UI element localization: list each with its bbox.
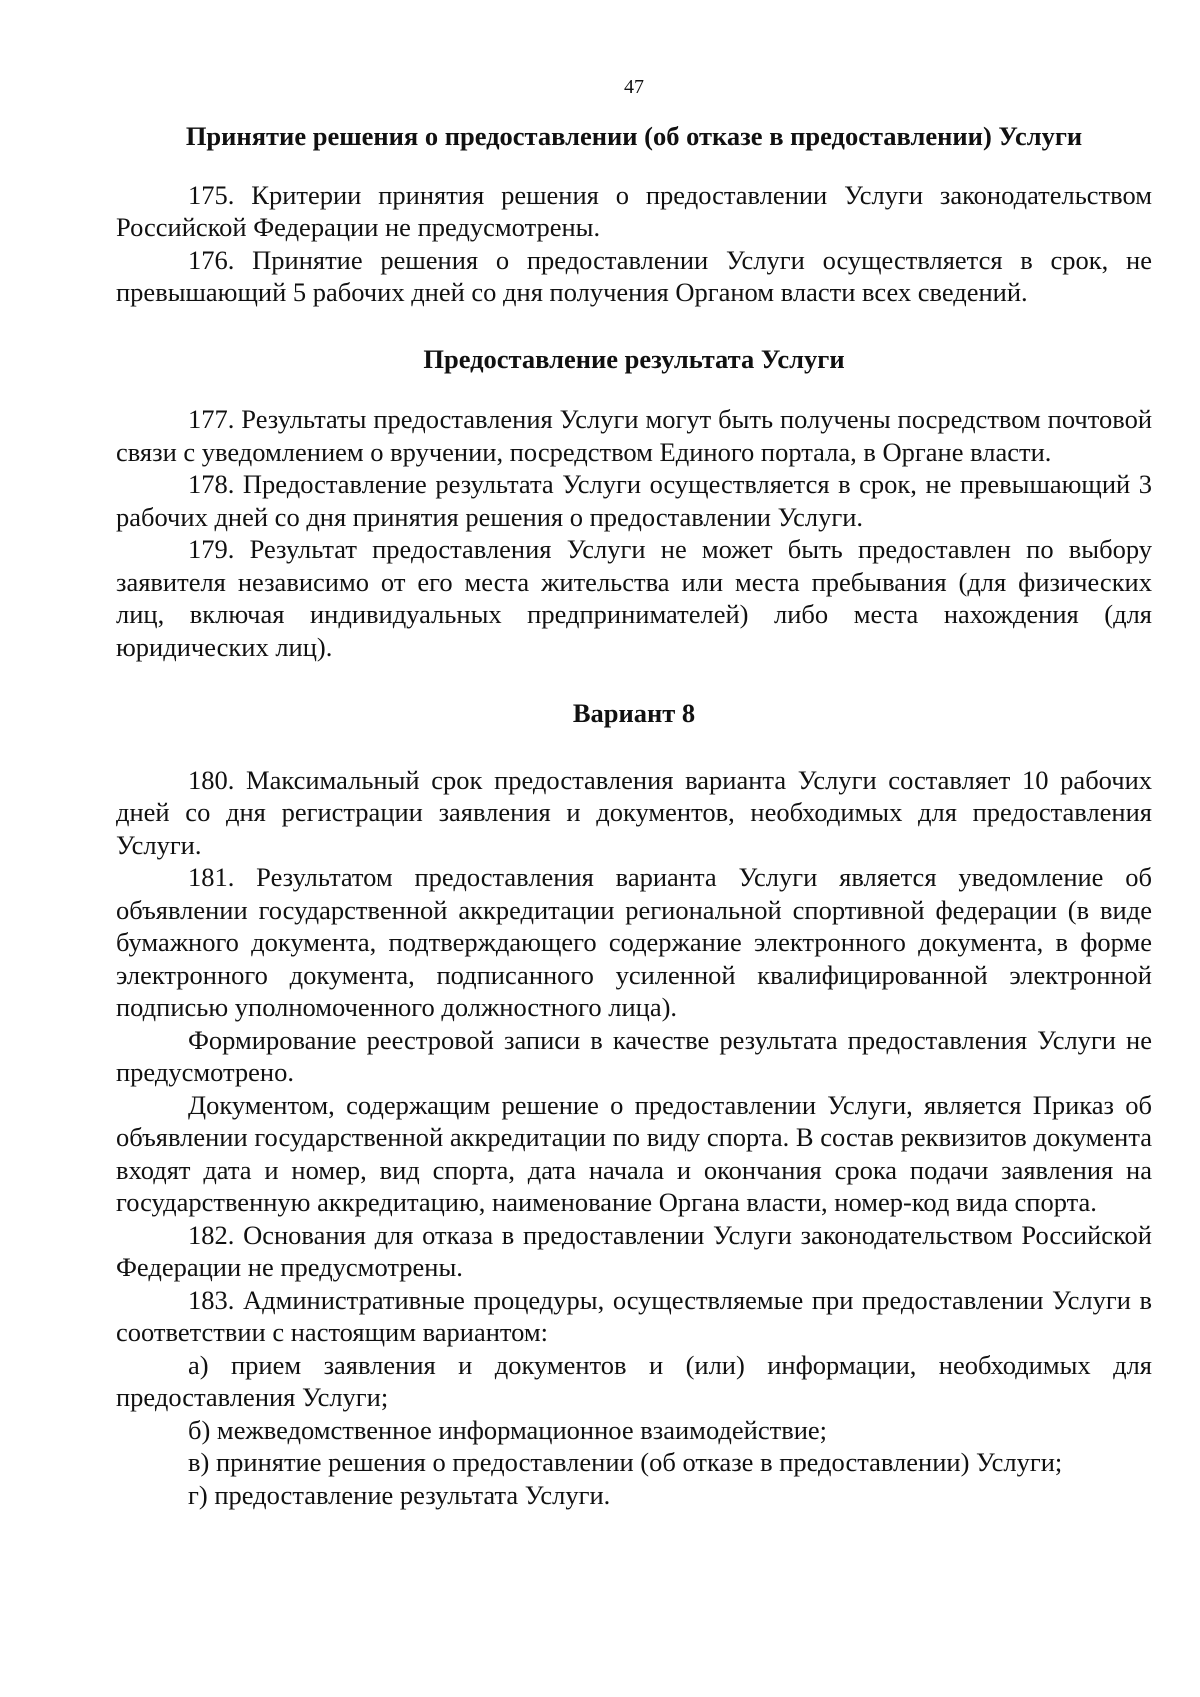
paragraph-181-document: Документом, содержащим решение о предоставлении Услуги, является Приказ об объявлении государственной аккредитации по виду спорта. В состав реквизитов документа входят дата и номер, вид спорта, дата начала и окончания срока подачи заявления на государственную аккредитацию, наименование Органа власти, номер-код вида спорта. bbox=[116, 1089, 1152, 1217]
list-item-procedure-b: б) межведомственное информационное взаимодействие; bbox=[188, 1414, 828, 1445]
section-heading-result: Предоставление результата Услуги bbox=[423, 343, 845, 374]
page-number: 47 bbox=[624, 76, 644, 98]
document-page bbox=[116, 62, 1152, 1511]
paragraph-181: 181. Результатом предоставления варианта Услуги является уведомление об объявлении государственной аккредитации региональной спортивной федерации (в виде бумажного документа, подтверждающего содержание электронного документа, в форме электронного документа, подписанного усиленной квалифицированной электронной подписью уполномоченного должностного лица). bbox=[116, 862, 1152, 1022]
paragraph-177: 177. Результаты предоставления Услуги могут быть получены посредством почтовой связи с уведомлением о вручении, посредством Единого портала, в Органе власти. bbox=[116, 404, 1152, 467]
paragraph-175: 175. Критерии принятия решения о предоставлении Услуги законодательством Российской Федерации не предусмотрены. bbox=[116, 179, 1152, 242]
paragraph-181-registry: Формирование реестровой записи в качестве результата предоставления Услуги не предусмотрено. bbox=[116, 1024, 1152, 1087]
paragraph-176: 176. Принятие решения о предоставлении Услуги осуществляется в срок, не превышающий 5 рабочих дней со дня получения Органом власти всех сведений. bbox=[116, 244, 1152, 307]
section-heading-variant: Вариант 8 bbox=[572, 698, 696, 728]
list-item-procedure-a: а) прием заявления и документов и (или) информации, необходимых для предоставления Услуги; bbox=[116, 1349, 1152, 1412]
paragraph-183: 183. Административные процедуры, осуществляемые при предоставлении Услуги в соответствии с настоящим вариантом: bbox=[116, 1284, 1152, 1347]
paragraph-180: 180. Максимальный срок предоставления варианта Услуги составляет 10 рабочих дней со дня регистрации заявления и документов, необходимых для предоставления Услуги. bbox=[116, 764, 1152, 860]
paragraph-178: 178. Предоставление результата Услуги осуществляется в срок, не превышающий 3 рабочих дней со дня принятия решения о предоставлении Услуги. bbox=[116, 469, 1152, 532]
list-item-procedure-c: в) принятие решения о предоставлении (об отказе в предоставлении) Услуги; bbox=[188, 1447, 1063, 1477]
paragraph-182: 182. Основания для отказа в предоставлении Услуги законодательством Российской Федерации не предусмотрены. bbox=[116, 1219, 1152, 1282]
section-heading-decision: Принятие решения о предоставлении (об отказе в предоставлении) Услуги bbox=[185, 121, 1083, 151]
paragraph-179: 179. Результат предоставления Услуги не может быть предоставлен по выбору заявителя независимо от его места жительства или места пребывания (для физических лиц, включая индивидуальных предпринимателей) либо места нахождения (для юридических лиц). bbox=[116, 534, 1152, 662]
list-item-procedure-d: г) предоставление результата Услуги. bbox=[188, 1479, 611, 1510]
